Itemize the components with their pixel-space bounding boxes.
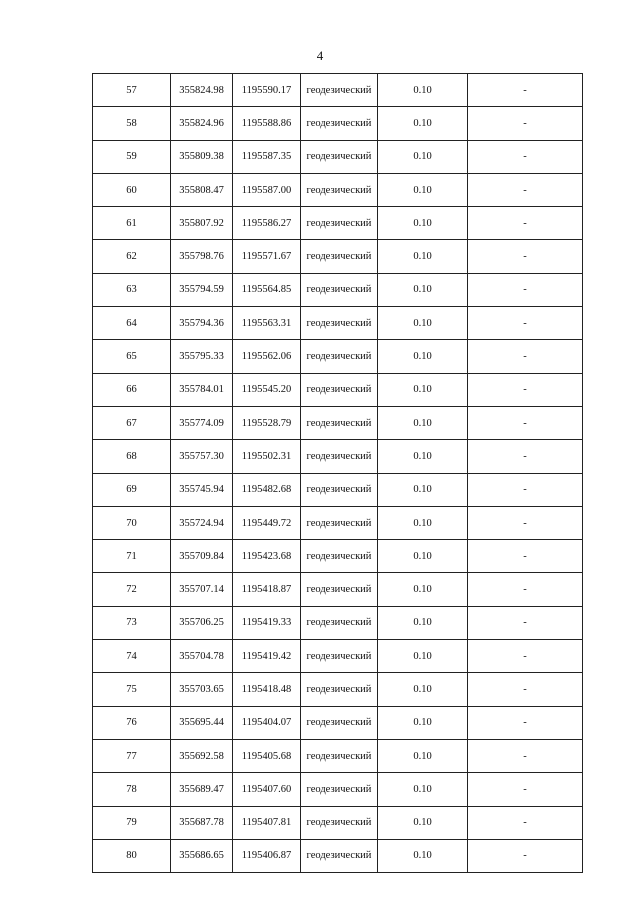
y-coordinate-cell: 1195423.68 — [233, 540, 301, 573]
x-coordinate-cell: 355795.33 — [171, 340, 233, 373]
table-row — [93, 540, 583, 573]
description-cell: - — [468, 307, 583, 340]
coordinates-table — [92, 73, 583, 873]
accuracy-cell: 0.10 — [378, 273, 468, 306]
accuracy-cell: 0.10 — [378, 739, 468, 772]
y-coordinate-cell: 1195407.60 — [233, 773, 301, 806]
table-row — [93, 573, 583, 606]
x-coordinate-cell: 355689.47 — [171, 773, 233, 806]
point-number-cell: 59 — [93, 140, 171, 173]
method-cell: геодезический — [301, 207, 378, 240]
accuracy-cell: 0.10 — [378, 406, 468, 439]
method-cell: геодезический — [301, 273, 378, 306]
x-coordinate-cell: 355798.76 — [171, 240, 233, 273]
x-coordinate-cell: 355808.47 — [171, 173, 233, 206]
method-cell: геодезический — [301, 506, 378, 539]
accuracy-cell: 0.10 — [378, 173, 468, 206]
description-cell: - — [468, 240, 583, 273]
x-coordinate-cell: 355695.44 — [171, 706, 233, 739]
point-number-cell: 74 — [93, 640, 171, 673]
method-cell: геодезический — [301, 739, 378, 772]
description-cell: - — [468, 573, 583, 606]
y-coordinate-cell: 1195564.85 — [233, 273, 301, 306]
table-row — [93, 173, 583, 206]
description-cell: - — [468, 606, 583, 639]
method-cell: геодезический — [301, 473, 378, 506]
point-number-cell: 65 — [93, 340, 171, 373]
accuracy-cell: 0.10 — [378, 540, 468, 573]
table-row — [93, 440, 583, 473]
method-cell: геодезический — [301, 373, 378, 406]
x-coordinate-cell: 355724.94 — [171, 506, 233, 539]
table-row — [93, 640, 583, 673]
point-number-cell: 61 — [93, 207, 171, 240]
accuracy-cell: 0.10 — [378, 107, 468, 140]
accuracy-cell: 0.10 — [378, 773, 468, 806]
x-coordinate-cell: 355807.92 — [171, 207, 233, 240]
point-number-cell: 66 — [93, 373, 171, 406]
point-number-cell: 67 — [93, 406, 171, 439]
table-row — [93, 140, 583, 173]
y-coordinate-cell: 1195587.00 — [233, 173, 301, 206]
method-cell: геодезический — [301, 406, 378, 439]
y-coordinate-cell: 1195482.68 — [233, 473, 301, 506]
accuracy-cell: 0.10 — [378, 506, 468, 539]
accuracy-cell: 0.10 — [378, 140, 468, 173]
y-coordinate-cell: 1195588.86 — [233, 107, 301, 140]
x-coordinate-cell: 355824.96 — [171, 107, 233, 140]
table-row — [93, 606, 583, 639]
point-number-cell: 68 — [93, 440, 171, 473]
accuracy-cell: 0.10 — [378, 673, 468, 706]
point-number-cell: 64 — [93, 307, 171, 340]
method-cell: геодезический — [301, 806, 378, 839]
table-row — [93, 739, 583, 772]
table-row — [93, 107, 583, 140]
point-number-cell: 80 — [93, 839, 171, 872]
table-row — [93, 706, 583, 739]
accuracy-cell: 0.10 — [378, 340, 468, 373]
y-coordinate-cell: 1195406.87 — [233, 839, 301, 872]
description-cell: - — [468, 207, 583, 240]
point-number-cell: 60 — [93, 173, 171, 206]
description-cell: - — [468, 673, 583, 706]
x-coordinate-cell: 355745.94 — [171, 473, 233, 506]
table-row — [93, 207, 583, 240]
description-cell: - — [468, 739, 583, 772]
method-cell: геодезический — [301, 107, 378, 140]
accuracy-cell: 0.10 — [378, 606, 468, 639]
method-cell: геодезический — [301, 839, 378, 872]
y-coordinate-cell: 1195563.31 — [233, 307, 301, 340]
method-cell: геодезический — [301, 540, 378, 573]
description-cell: - — [468, 706, 583, 739]
point-number-cell: 70 — [93, 506, 171, 539]
accuracy-cell: 0.10 — [378, 373, 468, 406]
x-coordinate-cell: 355706.25 — [171, 606, 233, 639]
y-coordinate-cell: 1195528.79 — [233, 406, 301, 439]
x-coordinate-cell: 355809.38 — [171, 140, 233, 173]
description-cell: - — [468, 173, 583, 206]
y-coordinate-cell: 1195419.33 — [233, 606, 301, 639]
method-cell: геодезический — [301, 640, 378, 673]
accuracy-cell: 0.10 — [378, 473, 468, 506]
accuracy-cell: 0.10 — [378, 806, 468, 839]
x-coordinate-cell: 355824.98 — [171, 74, 233, 107]
accuracy-cell: 0.10 — [378, 573, 468, 606]
method-cell: геодезический — [301, 440, 378, 473]
method-cell: геодезический — [301, 673, 378, 706]
method-cell: геодезический — [301, 74, 378, 107]
y-coordinate-cell: 1195449.72 — [233, 506, 301, 539]
description-cell: - — [468, 340, 583, 373]
description-cell: - — [468, 440, 583, 473]
point-number-cell: 79 — [93, 806, 171, 839]
table-row — [93, 506, 583, 539]
x-coordinate-cell: 355757.30 — [171, 440, 233, 473]
y-coordinate-cell: 1195419.42 — [233, 640, 301, 673]
table-row — [93, 307, 583, 340]
description-cell: - — [468, 473, 583, 506]
accuracy-cell: 0.10 — [378, 640, 468, 673]
accuracy-cell: 0.10 — [378, 207, 468, 240]
x-coordinate-cell: 355703.65 — [171, 673, 233, 706]
x-coordinate-cell: 355704.78 — [171, 640, 233, 673]
point-number-cell: 57 — [93, 74, 171, 107]
x-coordinate-cell: 355707.14 — [171, 573, 233, 606]
x-coordinate-cell: 355709.84 — [171, 540, 233, 573]
point-number-cell: 71 — [93, 540, 171, 573]
point-number-cell: 76 — [93, 706, 171, 739]
table-row — [93, 340, 583, 373]
table-row — [93, 806, 583, 839]
x-coordinate-cell: 355774.09 — [171, 406, 233, 439]
description-cell: - — [468, 640, 583, 673]
accuracy-cell: 0.10 — [378, 307, 468, 340]
description-cell: - — [468, 839, 583, 872]
x-coordinate-cell: 355686.65 — [171, 839, 233, 872]
method-cell: геодезический — [301, 773, 378, 806]
point-number-cell: 58 — [93, 107, 171, 140]
method-cell: геодезический — [301, 140, 378, 173]
description-cell: - — [468, 506, 583, 539]
y-coordinate-cell: 1195404.07 — [233, 706, 301, 739]
table-row — [93, 673, 583, 706]
y-coordinate-cell: 1195562.06 — [233, 340, 301, 373]
x-coordinate-cell: 355794.36 — [171, 307, 233, 340]
point-number-cell: 63 — [93, 273, 171, 306]
x-coordinate-cell: 355687.78 — [171, 806, 233, 839]
point-number-cell: 77 — [93, 739, 171, 772]
accuracy-cell: 0.10 — [378, 706, 468, 739]
description-cell: - — [468, 273, 583, 306]
method-cell: геодезический — [301, 307, 378, 340]
description-cell: - — [468, 74, 583, 107]
y-coordinate-cell: 1195405.68 — [233, 739, 301, 772]
point-number-cell: 78 — [93, 773, 171, 806]
accuracy-cell: 0.10 — [378, 74, 468, 107]
point-number-cell: 62 — [93, 240, 171, 273]
page-number: 4 — [316, 48, 324, 63]
x-coordinate-cell: 355784.01 — [171, 373, 233, 406]
table-row — [93, 406, 583, 439]
accuracy-cell: 0.10 — [378, 839, 468, 872]
description-cell: - — [468, 806, 583, 839]
coordinates-table-body — [93, 74, 583, 873]
table-row — [93, 373, 583, 406]
x-coordinate-cell: 355794.59 — [171, 273, 233, 306]
y-coordinate-cell: 1195407.81 — [233, 806, 301, 839]
method-cell: геодезический — [301, 173, 378, 206]
y-coordinate-cell: 1195587.35 — [233, 140, 301, 173]
method-cell: геодезический — [301, 240, 378, 273]
accuracy-cell: 0.10 — [378, 440, 468, 473]
y-coordinate-cell: 1195586.27 — [233, 207, 301, 240]
method-cell: геодезический — [301, 606, 378, 639]
y-coordinate-cell: 1195418.87 — [233, 573, 301, 606]
description-cell: - — [468, 373, 583, 406]
point-number-cell: 73 — [93, 606, 171, 639]
method-cell: геодезический — [301, 573, 378, 606]
y-coordinate-cell: 1195418.48 — [233, 673, 301, 706]
point-number-cell: 75 — [93, 673, 171, 706]
method-cell: геодезический — [301, 340, 378, 373]
accuracy-cell: 0.10 — [378, 240, 468, 273]
description-cell: - — [468, 107, 583, 140]
y-coordinate-cell: 1195545.20 — [233, 373, 301, 406]
table-row — [93, 839, 583, 872]
description-cell: - — [468, 773, 583, 806]
y-coordinate-cell: 1195571.67 — [233, 240, 301, 273]
y-coordinate-cell: 1195590.17 — [233, 74, 301, 107]
table-row — [93, 473, 583, 506]
description-cell: - — [468, 540, 583, 573]
x-coordinate-cell: 355692.58 — [171, 739, 233, 772]
point-number-cell: 72 — [93, 573, 171, 606]
table-row — [93, 74, 583, 107]
point-number-cell: 69 — [93, 473, 171, 506]
description-cell: - — [468, 406, 583, 439]
method-cell: геодезический — [301, 706, 378, 739]
table-row — [93, 240, 583, 273]
y-coordinate-cell: 1195502.31 — [233, 440, 301, 473]
description-cell: - — [468, 140, 583, 173]
table-row — [93, 273, 583, 306]
table-row — [93, 773, 583, 806]
